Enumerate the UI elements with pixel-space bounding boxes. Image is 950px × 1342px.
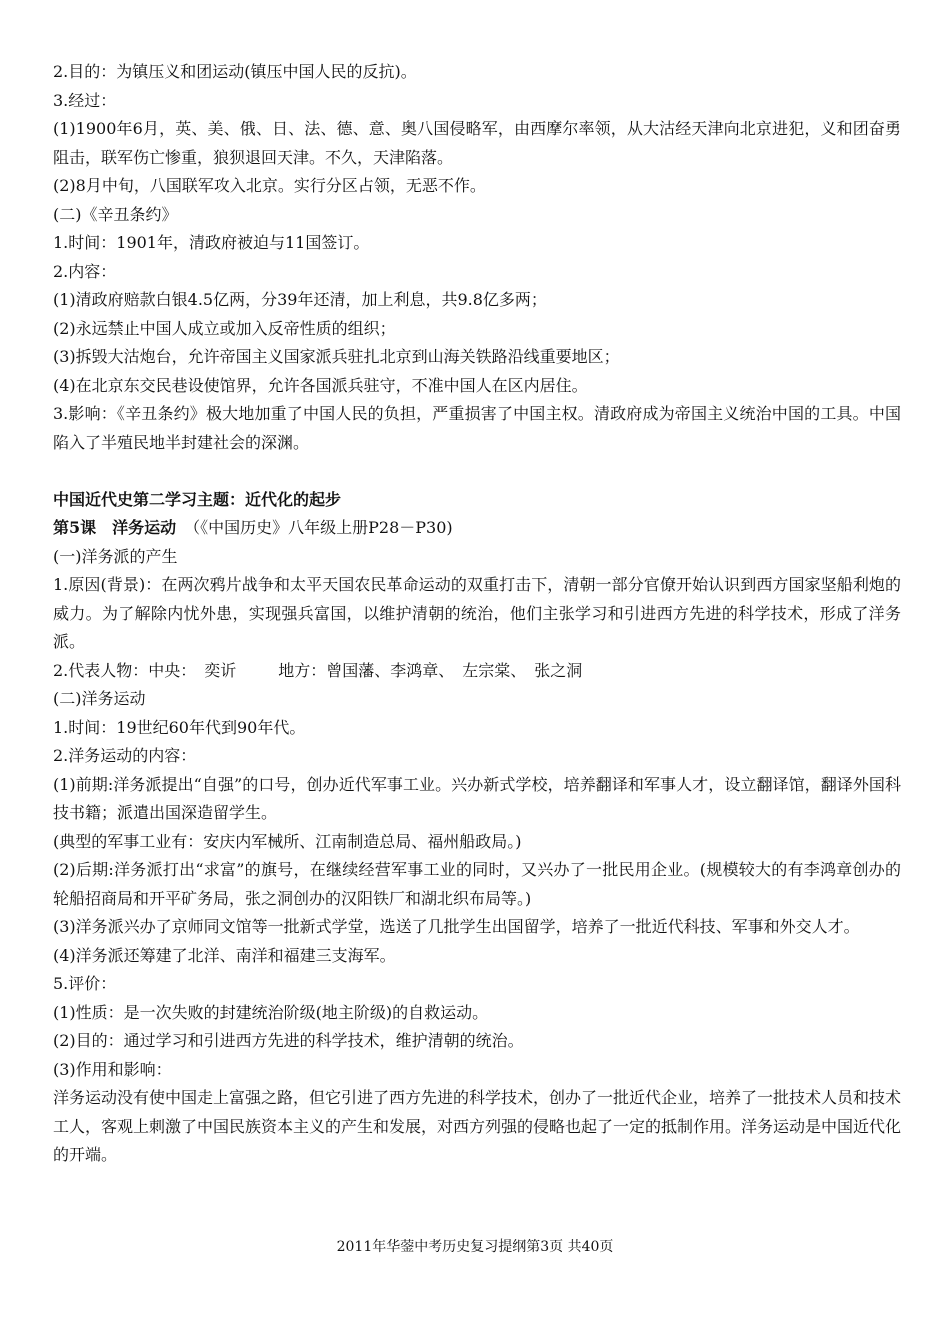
text-line: (3)作用和影响： [53,1059,172,1079]
text-line: (典型的军事工业有：安庆内军械所、江南制造总局、福州船政局。) [53,831,522,851]
text-line: (2)目的：通过学习和引进西方先进的科学技术，维护清朝的统治。 [53,1031,524,1050]
text-line: 2.内容： [53,261,117,281]
text-paragraph: 洋务运动没有使中国走上富强之路，但它引进了西方先进的科学技术，创办了一批近代企业，培养了一批技术人员和技术工人，客观上刺激了中国民族资本主义的产生和发展，对西方列强的侵略也起了一定的抵制作用。洋务运动是中国近代化的开端。 [53,1088,902,1164]
text-line: (1)性质：是一次失败的封建统治阶级(地主阶级)的自救运动。 [53,1002,489,1022]
page-content [53,58,901,1170]
central-representatives: 2.代表人物：中央： 奕䜣 [53,660,237,680]
text-line: (2)8月中旬，八国联军攻入北京。实行分区占领，无恶不作。 [53,176,486,195]
text-paragraph: (1)前期:洋务派提出“自强”的口号，创办近代军事工业。兴办新式学校，培养翻译和军事人才，设立翻译馆，翻译外国科技书籍；派遣出国深造留学生。 [53,774,901,822]
local-representatives: 地方：曾国藩、李鸿章、 左宗棠、 张之洞 [278,660,583,680]
theme-heading: 中国近代史第二学习主题：近代化的起步 [53,489,342,509]
text-line: 5.评价： [53,974,117,993]
text-paragraph: 3.影响：《辛丑条约》极大地加重了中国人民的负担，严重损害了中国主权。清政府成为帝国主义统治中国的工具。中国陷入了半殖民地半封建社会的深渊。 [53,404,901,452]
text-line: (4)在北京东交民巷设使馆界，允许各国派兵驻守，不准中国人在区内居住。 [53,375,588,395]
text-paragraph: (2)后期:洋务派打出“求富”的旗号，在继续经营军事工业的同时，又兴办了一批民用企业。(规模较大的有李鸿章创办的轮船招商局和开平矿务局，张之洞创办的汉阳铁厂和湖北织布局等。) [53,860,901,908]
section-heading: (二)洋务运动 [53,689,146,708]
section-heading: (一)洋务派的产生 [53,546,178,566]
text-line: 3.经过： [53,90,117,110]
text-paragraph: (1)1900年6月，英、美、俄、日、法、德、意、奥八国侵略军，由西摩尔率领，从大沽经天津向北京进犯，义和团奋勇阻击，联军伤亡惨重，狼狈退回天津。不久，天津陷落。 [53,119,901,167]
text-line: (1)清政府赔款白银4.5亿两，分39年还清，加上利息，共9.8亿多两； [53,290,547,309]
text-line: (3)拆毁大沽炮台，允许帝国主义国家派兵驻扎北京到山海关铁路沿线重要地区； [53,347,620,366]
lesson-title: 第5课 洋务运动 [53,518,177,537]
text-paragraph: (3)洋务派兴办了京师同文馆等一批新式学堂，选送了几批学生出国留学，培养了一批近代科技、军事和外交人才。 [53,917,860,936]
section-heading: (二)《辛丑条约》 [53,204,178,224]
lesson-title-line [53,514,901,543]
text-line: 1.时间：1901年，清政府被迫与11国签订。 [53,233,370,252]
text-paragraph: 1.原因(背景)：在两次鸦片战争和太平天国农民革命运动的双重打击下，清朝一部分官僚开始认识到西方国家坚船利炮的威力。为了解除内忧外患，实现强兵富国，以维护清朝的统治，他们主张学习和引进西方先进的科学技术，形成了洋务派。 [53,575,901,651]
representatives-line [53,657,901,686]
text-line: (4)洋务派还筹建了北洋、南洋和福建三支海军。 [53,945,396,965]
text-line: 2.洋务运动的内容： [53,746,197,765]
lesson-reference: （《中国历史》八年级上册P28－P30) [176,518,453,537]
text-line: 2.目的：为镇压义和团运动(镇压中国人民的反抗)。 [53,62,417,81]
text-line: (2)永远禁止中国人成立或加入反帝性质的组织； [53,318,396,338]
page-footer: 2011年华蓥中考历史复习提纲第3页 共40页 [336,1239,614,1255]
text-line: 1.时间：19世纪60年代到90年代。 [53,717,306,737]
blank-line [53,457,901,486]
